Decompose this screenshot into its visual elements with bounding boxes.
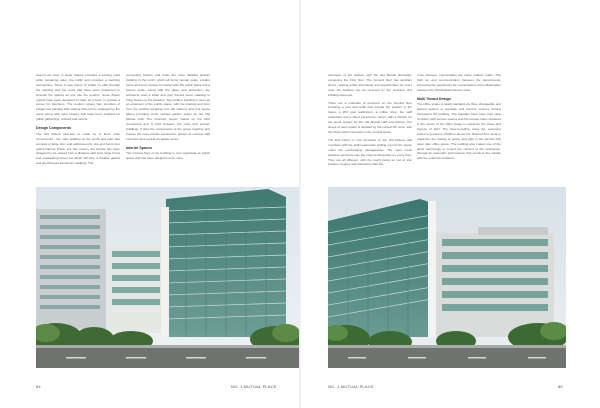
paragraph: The Ground floor of the building is now organised as public space and has been designed to be more — [126, 151, 210, 161]
section-heading: Multi Tenant Design — [417, 96, 451, 101]
paragraph: There are a multitude of functions on the Ground floor including a part and retail that include the podium in the future, a 200 seat auditorium, a coffee shop, the staff restaurant and a client experience center, with a kitchen for the areas spaces for the Old Mutual staff and visitors. The shape of each space is dictated by the central OF cone, with the Client Atrium focused on the central space. — [328, 100, 412, 134]
building-photo-right — [328, 187, 566, 368]
page-number: 84 — [36, 384, 41, 389]
right-page — [300, 0, 600, 408]
paragraph: connecting podium and holds the more detailed podium building in the north, which all forms human scale, smaller forms and more texture to interact with the public plaza and a human scale. Along with the glass and aluminium, the architects used a white and grey framed stone cladding to bring texture to the facades. The podium building is seen as an extension of the public space, with the planting and form from the podium stepping onto the balcony and roof space above providing much needed garden space for the Old Mutual staff. The structure proper makes up the third component and is held between the main and podium buildings. It links the components of the space together and houses the more private experience, spaces to connect staff members and central circulation cores. — [126, 73, 210, 141]
paragraph: The Old Mutual structure is made up of three main components - the main building on the south and east side consists of large form and addresses the site and forms four grand Flaneur Plaza. For this reason, the facade has been designed to be viewed from a distance with bold, large forms and outstanding views out which will form a durable glazed and lined framed aluminium cladding. The — [36, 131, 120, 166]
left-column-1 — [36, 73, 120, 169]
paragraph: around the amp. A water feature provides a cooling relief while remaining quiet, the traffic and provides a soothing atmosphere. There is also plenty of shade on offer through the planting and the roofs that have been positioned to channel the spaces as one into the podium. Some fifteen outlets have been designed to cater as a food, or provide a venue for functions. The podium space has provides of indigenous planting with seating that can be arranged by the users along with open spaces that have been enabled for public gatherings, artwork and events. — [36, 73, 120, 122]
paragraph: extension of the podium with the Old Mutual Reception occupying the First floor. The Ground floor has ancillary shops, seating public thresholds and opportunities for users once the building can be reversed by the structure and building elements. — [328, 73, 412, 97]
section-heading: Interior Spaces — [126, 145, 152, 150]
paragraph: more discover, conversation the entire outdoor realm. This both an and communication between the departments, improving the opportunity for conversations and collaboration between the Old Mutual business units. — [417, 73, 501, 92]
section-heading: Design Components — [36, 126, 71, 131]
right-column-2 — [417, 73, 501, 164]
paragraph: The Exit Atrium is now focussed on the Old Mutual staff members with the staff restaurants spilling out into the space under the overhanging passageways. The open mesh between elements was the main working idea on every floor. They are all different, with the touch being an 'out of site' between spaces and interaction with the — [328, 137, 412, 167]
right-column-1 — [328, 73, 412, 170]
running-footer: NO. 1 MUTUAL PLACE — [328, 384, 374, 389]
left-column-2 — [126, 73, 210, 164]
running-footer: NO. 1 MUTUAL PLACE — [231, 384, 277, 389]
paragraph: The office space is totally standard via three changeable and shared spaces of separate and thermic sources flowing throughout the building. The Facades have been kept clear of clutter, with service spaces and fire escape stairs clustered in the centre of the office range to maximize the views and ingress of light. The floor-to-ceiling using the extension raised a generous 2700mm above the finished floor level to maximize the feeling of space and light in the almost fully open plan office space. The building also makes use of the latest technology to control the comfort of the workspace, through an automatic performance that monitors the outside with the external conditions. — [417, 102, 501, 161]
building-photo-left — [36, 187, 299, 368]
page-number: 85 — [558, 384, 563, 389]
